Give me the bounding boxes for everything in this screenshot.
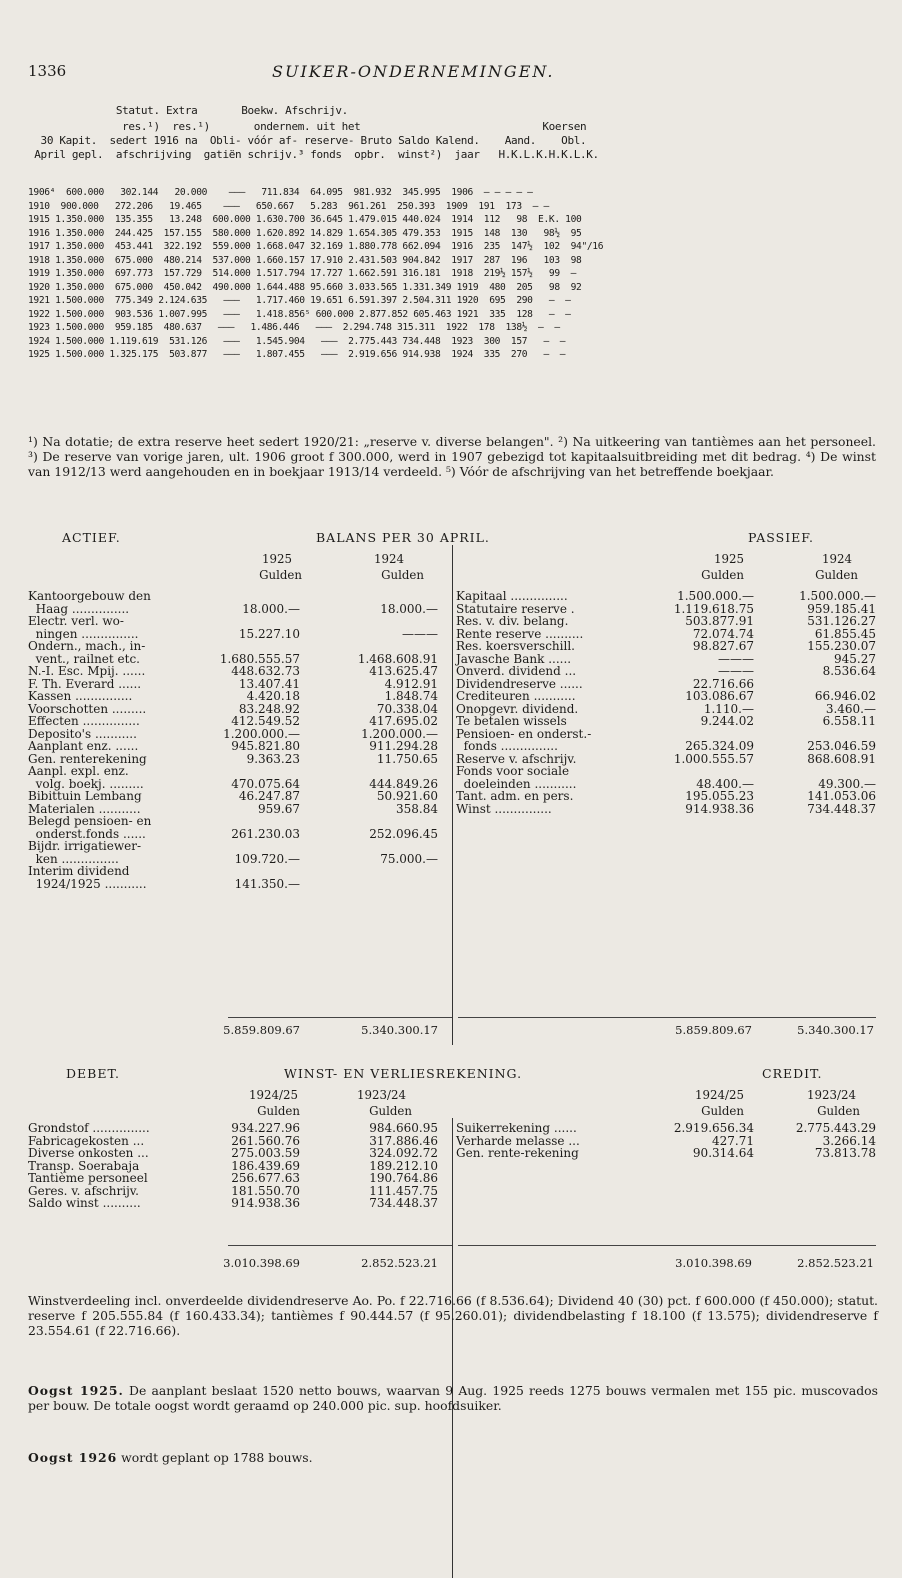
ledger-value-previous: 984.660.95 [369, 1121, 438, 1135]
ledger-value-previous: 1.500.000.— [799, 589, 876, 603]
ledger-label: Saldo winst .......... [28, 1196, 141, 1210]
ledger-value-current: 15.227.10 [238, 626, 300, 641]
debet-total-2: 2.852.523.21 [361, 1256, 438, 1270]
pl-col-unit-1: Gulden [257, 1104, 300, 1118]
credit-total-1: 3.010.398.69 [675, 1256, 752, 1270]
ledger-value-current: 448.632.73 [231, 664, 300, 678]
ledger-label: vent., railnet etc. [28, 651, 140, 666]
ledger-label: Electr. verl. wo- [28, 614, 124, 628]
ledger-value-current: 4.420.18 [246, 689, 300, 703]
ledger-value-current: 9.244.02 [700, 714, 754, 728]
ledger-value-current: 275.003.59 [231, 1146, 300, 1160]
credit-sum-rule [458, 1245, 876, 1246]
ledger-value-previous: 49.300.— [818, 776, 876, 791]
ledger-row [28, 590, 448, 603]
stats-row: 1910 900.000 272.206 19.465 ——— 650.667 5.283 961.261 250.393 1909 191 173 — — [28, 200, 549, 212]
ledger-row [456, 1147, 876, 1160]
stats-row: 1917 1.350.000 453.441 322.192 559.000 1.668.047 32.169 1.880.778 662.094 1916 235 147½ 102 94"/16 [28, 241, 604, 252]
ledger-label: Voorschotten ......... [28, 701, 147, 716]
ledger-label: Haag ............... [28, 601, 130, 616]
ledger-value-previous: 111.457.75 [369, 1183, 438, 1198]
oogst-1925-text: De aanplant beslaat 1520 netto bouws, waarvan 9 Aug. 1925 reeds 1275 bouws vermalen met 155 pic. muscovados per bouw. De totale oogst wordt geraamd op 240.000 pic. sup. hoofdsuiker. [28, 1383, 878, 1413]
ledger-label: Suikerrekening ...... [456, 1121, 577, 1135]
ledger-value-previous: 189.212.10 [369, 1158, 438, 1173]
ledger-row [28, 878, 448, 891]
ledger-row [456, 1122, 876, 1135]
ledger-value-current: 72.074.74 [692, 626, 754, 641]
ledger-value-current: 22.716.66 [692, 676, 754, 691]
ledger-value-previous: 734.448.37 [369, 1196, 438, 1210]
actief-title: ACTIEF. [62, 530, 121, 545]
passief-total-2: 5.340.300.17 [797, 1023, 874, 1037]
ledger-row [28, 1147, 448, 1160]
stats-row: 1915 1.350.000 135.355 13.248 600.000 1.630.700 36.645 1.479.015 440.024 1914 112 98 E.K. 100 [28, 214, 582, 225]
ledger-value-previous: 4.912.91 [384, 676, 438, 691]
ledger-row [28, 1197, 448, 1210]
ledger-label: Interim dividend [28, 864, 130, 878]
ledger-value-current: 195.055.23 [685, 789, 754, 803]
ledger-value-previous: 18.000.— [380, 601, 438, 616]
ledger-label: Onverd. dividend ... [456, 664, 577, 678]
ledger-label: Crediteuren ........... [456, 689, 576, 703]
ledger-label: Pensioen- en onderst.- [456, 726, 592, 741]
col-unit-1-right: Gulden [701, 568, 744, 582]
col-year-1-right: 1925 [713, 552, 744, 566]
ledger-value-current: 265.324.09 [685, 739, 754, 753]
ledger-label: onderst.fonds ...... [28, 826, 146, 841]
ledger-value-previous: ——— [402, 626, 438, 641]
ledger-value-previous: 190.764.86 [369, 1171, 438, 1185]
oogst-1925-label: Oogst 1925. [28, 1383, 124, 1398]
ledger-value-current: 1.119.618.75 [673, 601, 754, 616]
ledger-label: Belegd pensioen- en [28, 814, 152, 828]
ledger-value-current: 181.550.70 [231, 1183, 300, 1198]
ledger-label: N.-I. Esc. Mpij. ...... [28, 664, 146, 678]
stats-row: 1918 1.350.000 675.000 480.214 537.000 1.660.157 17.910 2.431.503 904.842 1917 287 196 103 98 [28, 254, 582, 266]
ledger-label: Grondstof ............... [28, 1121, 150, 1135]
ledger-value-previous: 868.608.91 [807, 751, 876, 766]
ledger-value-previous: 911.294.28 [369, 739, 438, 753]
ledger-label: Bibittuin Lembang [28, 789, 142, 803]
pl-col-unit-2: Gulden [369, 1104, 412, 1118]
pl-col-unit-2-right: Gulden [817, 1104, 860, 1118]
pl-divider [452, 1118, 453, 1578]
actief-total-1: 5.859.809.67 [223, 1023, 300, 1037]
ledger-value-previous: 61.855.45 [814, 626, 876, 641]
ledger-value-current: 90.314.64 [692, 1146, 754, 1160]
ledger-label: Aanpl. expl. enz. [28, 764, 129, 778]
ledger-value-previous: 155.230.07 [807, 639, 876, 653]
passief-title: PASSIEF. [748, 530, 814, 545]
ledger-value-current: 1.200.000.— [223, 726, 300, 741]
ledger-value-current: ——— [718, 651, 754, 666]
ledger-value-current: 186.439.69 [231, 1158, 300, 1173]
stats-row: 1906⁴ 600.000 302.144 20.000 ——— 711.834 64.095 981.932 345.995 1906 — — — — — [28, 187, 533, 198]
winstverdeeling-text: Winstverdeeling incl. onverdeelde dividendreserve Ao. Po. f 22.716.66 (f 8.536.64); Dividend 40 (30) pct. f 600.000 (f 450.000); statut. reserve f 205.555.84 (f 160.433.34); tantièmes f 90.444.57 (f 95.260.01); dividendbelasting f 18.100 (f 13.575); dividendreserve f 23.554.61 (f 22.716.66). [28, 1293, 878, 1338]
winstverdeeling-paragraph [28, 1293, 878, 1338]
ledger-value-current: 412.549.52 [231, 714, 300, 728]
ledger-value-current: 261.560.76 [231, 1133, 300, 1148]
stats-header-line: res.¹) res.¹) ondernem. uit het Koersen [28, 120, 587, 133]
ledger-label: Winst ............... [456, 801, 552, 816]
ledger-row [456, 615, 876, 628]
ledger-value-previous: 141.053.06 [807, 789, 876, 803]
ledger-row [456, 740, 876, 753]
pl-col-year-2-right: 1923/24 [806, 1088, 856, 1102]
ledger-label: ningen ............... [28, 626, 139, 641]
ledger-value-previous: 413.625.47 [369, 664, 438, 678]
debet-total-1: 3.010.398.69 [223, 1256, 300, 1270]
ledger-value-previous: 2.775.443.29 [795, 1121, 876, 1135]
ledger-value-previous: 1.468.608.91 [357, 651, 438, 666]
stats-row: 1922 1.500.000 903.536 1.007.995 ——— 1.418.856⁵ 600.000 2.877.852 605.463 1921 335 128 — — [28, 308, 571, 320]
ledger-label: Materialen ........... [28, 801, 141, 816]
ledger-value-previous: 3.460.— [825, 701, 876, 716]
stats-row: 1921 1.500.000 775.349 2.124.635 ——— 1.717.460 19.651 6.591.397 2.504.311 1920 695 290 — — [28, 295, 571, 306]
ledger-label: Deposito's ........... [28, 726, 137, 741]
ledger-row [456, 790, 876, 803]
passief-total-1: 5.859.809.67 [675, 1023, 752, 1037]
pl-col-year-1: 1924/25 [248, 1088, 298, 1102]
ledger-row [28, 740, 448, 753]
ledger-row [28, 615, 448, 628]
ledger-value-current: 914.938.36 [231, 1196, 300, 1210]
ledger-label: Aanplant enz. ...... [28, 739, 139, 753]
running-title: SUIKER-ONDERNEMINGEN. [272, 62, 555, 81]
ledger-value-current: 959.67 [258, 801, 300, 816]
ledger-value-previous: 734.448.37 [807, 801, 876, 816]
ledger-value-previous: 66.946.02 [814, 689, 876, 703]
ledger-row [28, 1122, 448, 1135]
ledger-value-previous: 417.695.02 [369, 714, 438, 728]
ledger-value-current: 1.680.555.57 [219, 651, 300, 666]
actief-list [28, 590, 448, 890]
ledger-value-current: 48.400.— [696, 776, 754, 791]
ledger-row [28, 640, 448, 653]
ledger-value-current: 98.827.67 [692, 639, 754, 653]
ledger-row [456, 590, 876, 603]
ledger-row [28, 815, 448, 828]
ledger-label: Transp. Soerabaja [28, 1158, 140, 1173]
ledger-value-current: 945.821.80 [231, 739, 300, 753]
ledger-value-previous: 6.558.11 [822, 714, 876, 728]
ledger-value-previous: 324.092.72 [369, 1146, 438, 1160]
ledger-row [456, 765, 876, 778]
ledger-value-previous: 531.126.27 [807, 614, 876, 628]
ledger-label: Javasche Bank ...... [456, 651, 572, 666]
ledger-row [28, 715, 448, 728]
ledger-value-current: 914.938.36 [685, 801, 754, 816]
ledger-row [28, 790, 448, 803]
ledger-value-previous: 11.750.65 [376, 751, 438, 766]
ledger-value-previous: 1.848.74 [384, 689, 438, 703]
ledger-value-previous: 252.096.45 [369, 826, 438, 841]
oogst-1926-paragraph [28, 1450, 878, 1465]
ledger-label: Onopgevr. dividend. [456, 701, 579, 716]
ledger-row [28, 840, 448, 853]
ledger-value-current: 103.086.67 [685, 689, 754, 703]
ledger-value-current: 141.350.— [234, 876, 300, 891]
footnote-text: ¹) Na dotatie; de extra reserve heet sedert 1920/21: „reserve v. diverse belangen". ²) Na uitkeering van tantièmes aan het personeel. ³) De reserve van vorige jaren, ult. 1906 groot f 300.000, werd in 1907 gebezigd tot kapitaalsuitbreiding met dit bedrag. ⁴) De winst van 1912/13 werd aangehouden en in boekjaar 1913/14 verdeeld. ⁵) Vóór de afschrijving van het betreffende boekjaar. [28, 434, 876, 479]
ledger-row [456, 640, 876, 653]
ledger-label: Statutaire reserve . [456, 601, 575, 616]
ledger-value-current: 1.500.000.— [677, 589, 754, 603]
pl-col-unit-1-right: Gulden [701, 1104, 744, 1118]
ledger-value-current: 46.247.87 [238, 789, 300, 803]
ledger-value-previous: 317.886.46 [369, 1133, 438, 1148]
ledger-value-current: 934.227.96 [231, 1121, 300, 1135]
debet-list [28, 1122, 448, 1210]
pl-col-year-1-right: 1924/25 [694, 1088, 744, 1102]
col-unit-2-right: Gulden [815, 568, 858, 582]
pl-col-year-2: 1923/24 [356, 1088, 406, 1102]
stats-row: 1920 1.350.000 675.000 450.042 490.000 1.644.488 95.660 3.033.565 1.331.349 1919 480 205 98 92 [28, 281, 582, 293]
ledger-row [456, 665, 876, 678]
col-year-2: 1924 [373, 552, 404, 566]
ledger-row [28, 765, 448, 778]
ledger-value-current: 109.720.— [234, 851, 300, 866]
ledger-label: Fonds voor sociale [456, 764, 570, 778]
ledger-row [28, 665, 448, 678]
ledger-label: doeleinden ........... [456, 776, 577, 791]
passief-total-rule [458, 1017, 876, 1018]
balans-title: BALANS PER 30 APRIL. [316, 530, 490, 545]
actief-total-2: 5.340.300.17 [361, 1023, 438, 1037]
passief-list [456, 590, 876, 815]
actief-total-rule [228, 1017, 452, 1018]
col-year-1: 1925 [261, 552, 292, 566]
ledger-value-current: 9.363.23 [246, 751, 300, 766]
ledger-label: Reserve v. afschrijv. [456, 751, 577, 766]
ledger-value-previous: 945.27 [834, 651, 876, 666]
ledger-label: Tant. adm. en pers. [456, 789, 574, 803]
ledger-value-current: 18.000.— [242, 601, 300, 616]
ledger-label: Fabricagekosten ... [28, 1133, 145, 1148]
ledger-label: Kapitaal ............... [456, 589, 568, 603]
ledger-value-previous: 75.000.— [380, 851, 438, 866]
stats-rows [28, 186, 603, 362]
ledger-row [28, 1172, 448, 1185]
stats-header-line: 30 Kapit. sedert 1916 na Obli- vóór af- reserve- Bruto Saldo Kalend. Aand. Obl. [28, 134, 587, 147]
stats-header-line: Statut. Extra Boekw. Afschrijv. [28, 104, 348, 117]
ledger-row [456, 803, 876, 816]
ledger-value-current: 470.075.64 [231, 776, 300, 791]
ledger-value-previous: 50.921.60 [376, 789, 438, 803]
ledger-label: Res. v. div. belang. [456, 614, 569, 628]
ledger-label: Bijdr. irrigatiewer- [28, 839, 142, 853]
ledger-label: ken ............... [28, 851, 119, 866]
ledger-value-previous: 253.046.59 [807, 739, 876, 753]
ledger-value-current: 256.677.63 [231, 1171, 300, 1185]
stats-row: 1924 1.500.000 1.119.619 531.126 ——— 1.545.904 ——— 2.775.443 734.448 1923 300 157 — — [28, 335, 566, 347]
ledger-value-previous: 70.338.04 [376, 701, 438, 716]
ledger-label: Geres. v. afschrijv. [28, 1183, 139, 1198]
ledger-label: Rente reserve .......... [456, 626, 584, 641]
oogst-1925-paragraph [28, 1383, 878, 1413]
debet-sum-rule [228, 1245, 452, 1246]
col-year-2-right: 1924 [821, 552, 852, 566]
ledger-label: Res. koersverschill. [456, 639, 575, 653]
credit-list [456, 1122, 876, 1160]
pl-title: WINST- EN VERLIESREKENING. [284, 1066, 523, 1081]
ledger-label: Kantoorgebouw den [28, 589, 151, 603]
ledger-value-current: 83.248.92 [238, 701, 300, 716]
ledger-label: Kassen ............... [28, 689, 133, 703]
col-unit-1: Gulden [259, 568, 302, 582]
ledger-label: Effecten ............... [28, 714, 140, 728]
ledger-label: F. Th. Everard ...... [28, 676, 142, 691]
credit-title: CREDIT. [762, 1066, 823, 1081]
ledger-row [28, 690, 448, 703]
ledger-label: fonds ............... [456, 739, 558, 753]
stats-row: 1923 1.500.000 959.185 480.637 ——— 1.486.446 ——— 2.294.748 315.311 1922 178 138½ — — [28, 322, 560, 333]
ledger-value-current: 2.919.656.34 [673, 1121, 754, 1135]
ledger-label: Gen. renterekening [28, 751, 147, 766]
debet-title: DEBET. [66, 1066, 120, 1081]
ledger-label: Tantième personeel [28, 1171, 148, 1185]
stats-row: 1916 1.350.000 244.425 157.155 580.000 1.620.892 14.829 1.654.305 479.353 1915 148 130 98½ 95 [28, 227, 582, 239]
ledger-value-current: 1.110.— [703, 701, 754, 716]
ledger-value-current: 1.000.555.57 [673, 751, 754, 766]
oogst-1926-label: Oogst 1926 [28, 1450, 118, 1465]
footnotes [28, 434, 876, 479]
ledger-value-previous: 8.536.64 [822, 664, 876, 678]
stats-row: 1919 1.350.000 697.773 157.729 514.000 1.517.794 17.727 1.662.591 316.181 1918 219½ 157½ 99 — [28, 268, 577, 279]
ledger-value-previous: 444.849.26 [369, 776, 438, 791]
ledger-label: Gen. rente-rekening [456, 1146, 579, 1160]
stats-row: 1925 1.500.000 1.325.175 503.877 ——— 1.807.455 ——— 2.919.656 914.938 1924 335 270 — — [28, 349, 566, 360]
ledger-row [456, 715, 876, 728]
ledger-value-previous: 1.200.000.— [361, 726, 438, 741]
ledger-label: Dividendreserve ...... [456, 676, 583, 691]
ledger-label: volg. boekj. ......... [28, 776, 144, 791]
ledger-value-current: 261.230.03 [231, 826, 300, 841]
col-unit-2: Gulden [381, 568, 424, 582]
ledger-value-previous: 3.266.14 [822, 1133, 876, 1148]
stats-header [28, 100, 599, 163]
stats-header-line: April gepl. afschrijving gatiën schrijv.³ fonds opbr. winst²) jaar H.K.L.K.H.K.L.K. [28, 148, 599, 161]
ledger-value-previous: 358.84 [396, 801, 438, 816]
ledger-value-previous: 959.185.41 [807, 601, 876, 616]
ledger-value-previous: 73.813.78 [814, 1146, 876, 1160]
balance-divider [452, 545, 453, 1045]
ledger-label: Ondern., mach., in- [28, 639, 146, 653]
ledger-value-current: 503.877.91 [685, 614, 754, 628]
ledger-value-current: ——— [718, 664, 754, 678]
ledger-label: Diverse onkosten ... [28, 1146, 149, 1160]
ledger-row [28, 865, 448, 878]
ledger-value-current: 13.407.41 [238, 676, 300, 691]
ledger-label: Te betalen wissels [456, 714, 567, 728]
page-number: 1336 [28, 62, 67, 80]
ledger-label: 1924/1925 ........... [28, 876, 147, 891]
credit-total-2: 2.852.523.21 [797, 1256, 874, 1270]
oogst-1926-text: wordt geplant op 1788 bouws. [117, 1450, 313, 1465]
ledger-value-current: 427.71 [712, 1133, 754, 1148]
ledger-label: Verharde melasse ... [456, 1133, 580, 1148]
ledger-row [456, 690, 876, 703]
